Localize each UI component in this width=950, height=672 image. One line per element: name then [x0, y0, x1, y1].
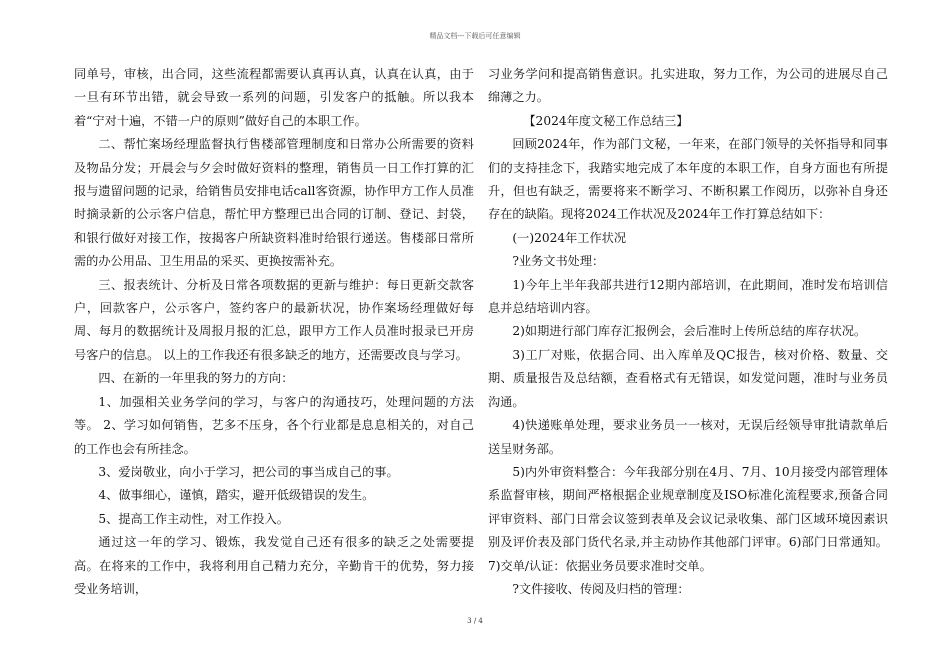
section-title: 【2024年度文秘工作总结三】 [523, 113, 689, 128]
paragraph: 1、加强相关业务学问的学习，与客户的沟通技巧，处理问题的方法等。 2、学习如何销售，艺多不压身，各个行业都是息息相关的，对自己的工作也会有所挂念。 [74, 394, 474, 456]
page-number: 3 / 4 [467, 617, 483, 625]
paragraph: 通过这一年的学习、锻炼，我发觉自己还有很多的缺乏之处需要提高。在将来的工作中，我将利用自己精力充分，辛勤肯干的优势，努力接受业务培训， [74, 535, 474, 596]
paragraph: 回顾2024年，作为部门文秘，一年来，在部门领导的关怀指导和同事们的支持挂念下，我踏实地完成了本年度的本职工作，自身方面也有所提升，但也有缺乏，需要将来不断学习、不断积累工作阅历，以弥补自身还存在的缺陷。现将2024工作状况及2024年工作打算总结如下： [488, 137, 888, 222]
paragraph: 4、做事细心，谨慎，踏实，避开低级错误的发生。 [98, 488, 375, 503]
paragraph: 4)快递账单处理，要求业务员一一核对，无误后经领导审批请款单后送呈财务部。 [488, 418, 888, 456]
paragraph: 5)内外审资料整合：今年我部分别在4月、7月、10月接受内部管理体系监督审核，期间严格根据企业规章制度及ISO标准化流程要求,预备合同评审资料、部门日常会议签到表单及会议记录收集、部门区域环境因素识别及评价表及部门货代名录,并主动协作其他部门评审。6)部门日常通知。7)交单/认证：依据业务员要求准时交单。 [488, 464, 888, 573]
paragraph: 1)今年上半年我部共进行12期内部培训，在此期间，准时发布培训信息并总结培训内容。 [488, 277, 888, 316]
paragraph: 3、爱岗敬业，向小于学习，把公司的事当成自己的事。 [98, 464, 399, 479]
right-column [488, 63, 888, 601]
paragraph: (一)2024年工作状况 [512, 230, 627, 245]
paragraph: 四、在新的一年里我的努力的方向： [98, 371, 294, 386]
paragraph: ?业务文书处理： [512, 254, 605, 269]
left-column [74, 63, 474, 601]
paragraph: 2)如期进行部门库存汇报例会，会后准时上传所总结的库存状况。 [512, 324, 867, 339]
paragraph: 5、提高工作主动性，对工作投入。 [98, 511, 289, 526]
paragraph: 同单号，审核，出合同，这些流程都需要认真再认真，认真在认真，由于一旦有环节出错，就会导致一系列的问题，引发客户的抵触。所以我本着“宁对十遍，不错一户的原则”做好自己的本职工作。 [74, 67, 474, 128]
paragraph: ?文件接收、传阅及归档的管理： [512, 581, 690, 596]
paragraph: 二、帮忙案场经理监督执行售楼部管理制度和日常办公所需要的资料及物品分发；开晨会与夕会时做好资料的整理，销售员一日工作打算的汇报与遗留问题的记录，给销售员安排电话call客资源，协作甲方工作人员准时摘录新的公示客户信息，帮忙甲方整理已出合同的订制、登记、封袋，和银行做好对接工作，按揭客户所缺资料准时给银行递送。售楼部日常所需的办公用品、卫生用品的采买、更换按需补充。 [74, 137, 474, 269]
paragraph: 习业务学问和提高销售意识。扎实进取，努力工作，为公司的进展尽自己绵薄之力。 [488, 67, 888, 105]
paragraph: 3)工厂对账，依据合同、出入库单及QC报告，核对价格、数量、交期、质量报告及总结额，查看格式有无错误，如发觉问题，准时与业务员沟通。 [488, 347, 888, 409]
page-header: 精品文档---下载后可任意编辑 [429, 32, 521, 40]
paragraph: 三、报表统计、分析及日常各项数据的更新与维护：每日更新交款客户，回款客户，公示客户，签约客户的最新状况，协作案场经理做好每周、每月的数据统计及周报月报的汇总，跟甲方工作人员准时报录已开房号客户的信息。 以上的工作我还有很多缺乏的地方，还需要改良与学习。 [74, 277, 474, 362]
